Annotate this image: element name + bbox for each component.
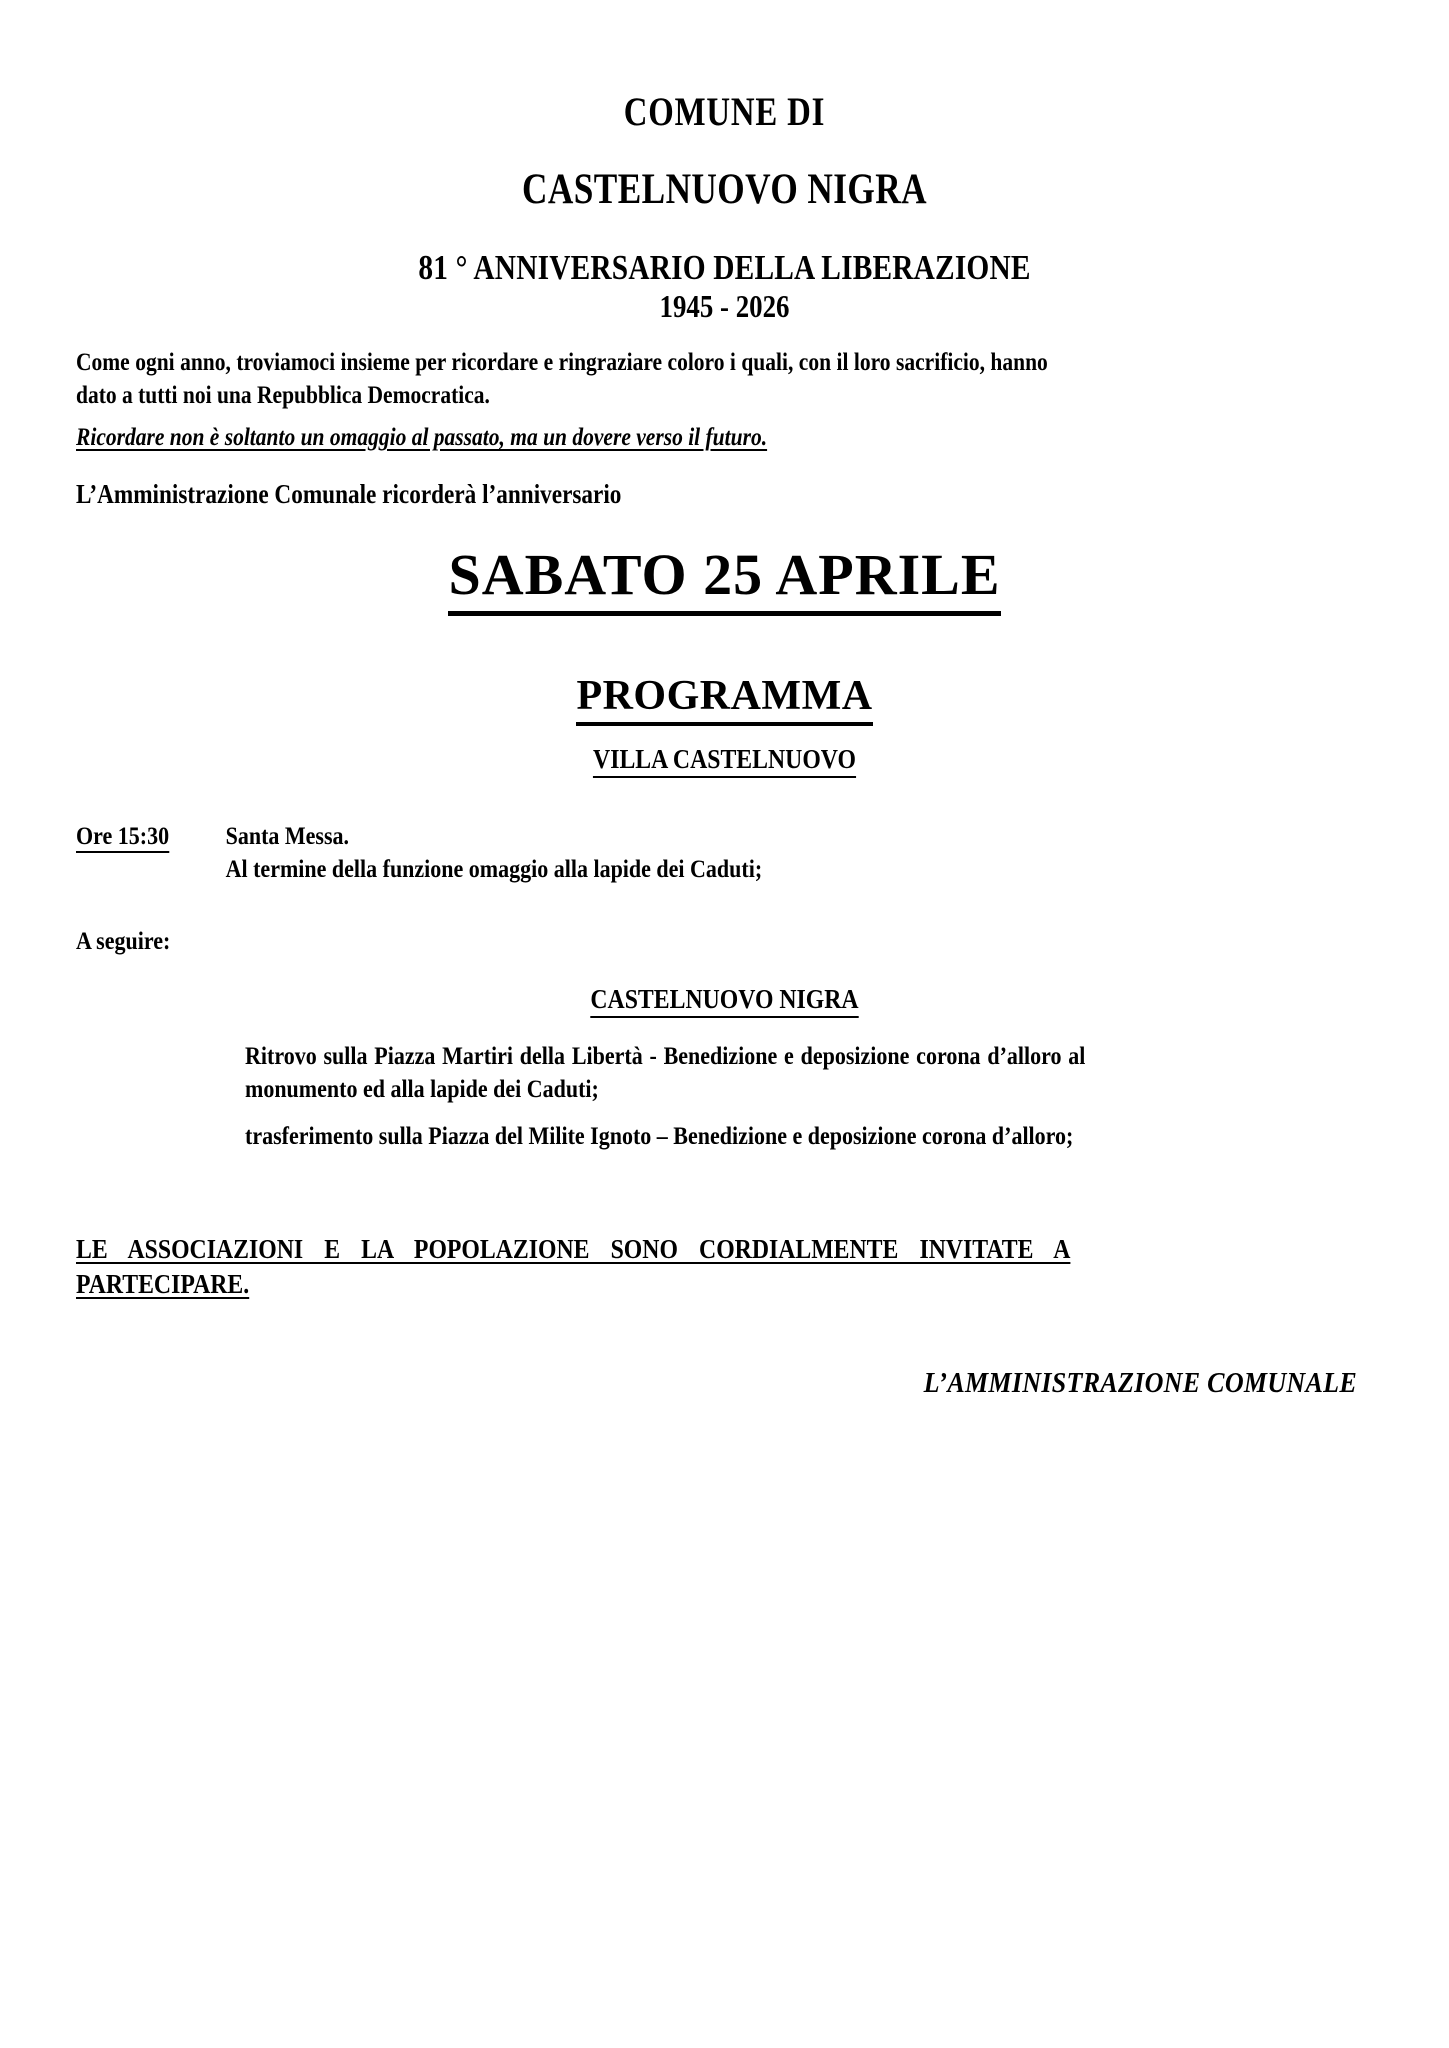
schedule-line-2: Al termine della funzione omaggio alla lapide dei Caduti;: [225, 856, 763, 884]
secondary-venue-text: CASTELNUOVO NIGRA: [590, 984, 858, 1018]
ribbon-stripe-green-right: [979, 0, 1449, 32]
primary-venue: [87, 744, 1362, 775]
schedule-row: [76, 820, 1088, 887]
schedule-time-text: Ore 15:30: [76, 823, 169, 853]
invitation-text: LE ASSOCIAZIONI E LA POPOLAZIONE SONO CORDIALMENTE INVITATE A PARTECIPARE.: [76, 1234, 1071, 1300]
schedule-description: [226, 820, 1088, 887]
primary-venue-text: VILLA CASTELNUOVO: [593, 744, 856, 778]
programma-heading: [0, 672, 1449, 720]
secondary-venue: [87, 984, 1362, 1015]
event-date-heading: [0, 541, 1449, 608]
venue-item-1: Ritrovo sulla Piazza Martiri della Libertà - Benedizione e deposizione corona d’alloro al monumento ed alla lapide dei Caduti;: [245, 1043, 1086, 1103]
motto-paragraph: Ricordare non è soltanto un omaggio al passato, ma un dovere verso il futuro.: [76, 424, 768, 451]
continuation-label: A seguire:: [76, 928, 171, 955]
venue-item-2: trasferimento sulla Piazza del Milite Ignoto – Benedizione e deposizione corona d’alloro;: [245, 1123, 1074, 1150]
intro-paragraph: Come ogni anno, troviamoci insieme per ricordare e ringraziare coloro i quali, con il loro sacrificio, hanno dato a tutti noi una Repubblica Democratica.: [76, 349, 1048, 409]
comune-label: COMUNE DI: [623, 89, 826, 134]
event-date-text: SABATO 25 APRILE: [448, 542, 1000, 616]
schedule-time: [76, 820, 226, 853]
anniversary-title: 81 ° ANNIVERSARIO DELLA LIBERAZIONE: [418, 248, 1031, 287]
schedule-line-1: Santa Messa.: [225, 823, 350, 850]
administration-line: L’Amministrazione Comunale ricorderà l’anniversario: [76, 479, 622, 509]
programma-title-text: PROGRAMMA: [576, 673, 872, 726]
town-name: CASTELNUOVO NIGRA: [522, 166, 927, 213]
signature-line: L’AMMINISTRAZIONE COMUNALE: [923, 1368, 1357, 1399]
ribbon-stripe-red-left: [0, 0, 470, 32]
anniversary-years: 1945 - 2026: [659, 288, 790, 324]
invitation-paragraph: [76, 1232, 1070, 1302]
